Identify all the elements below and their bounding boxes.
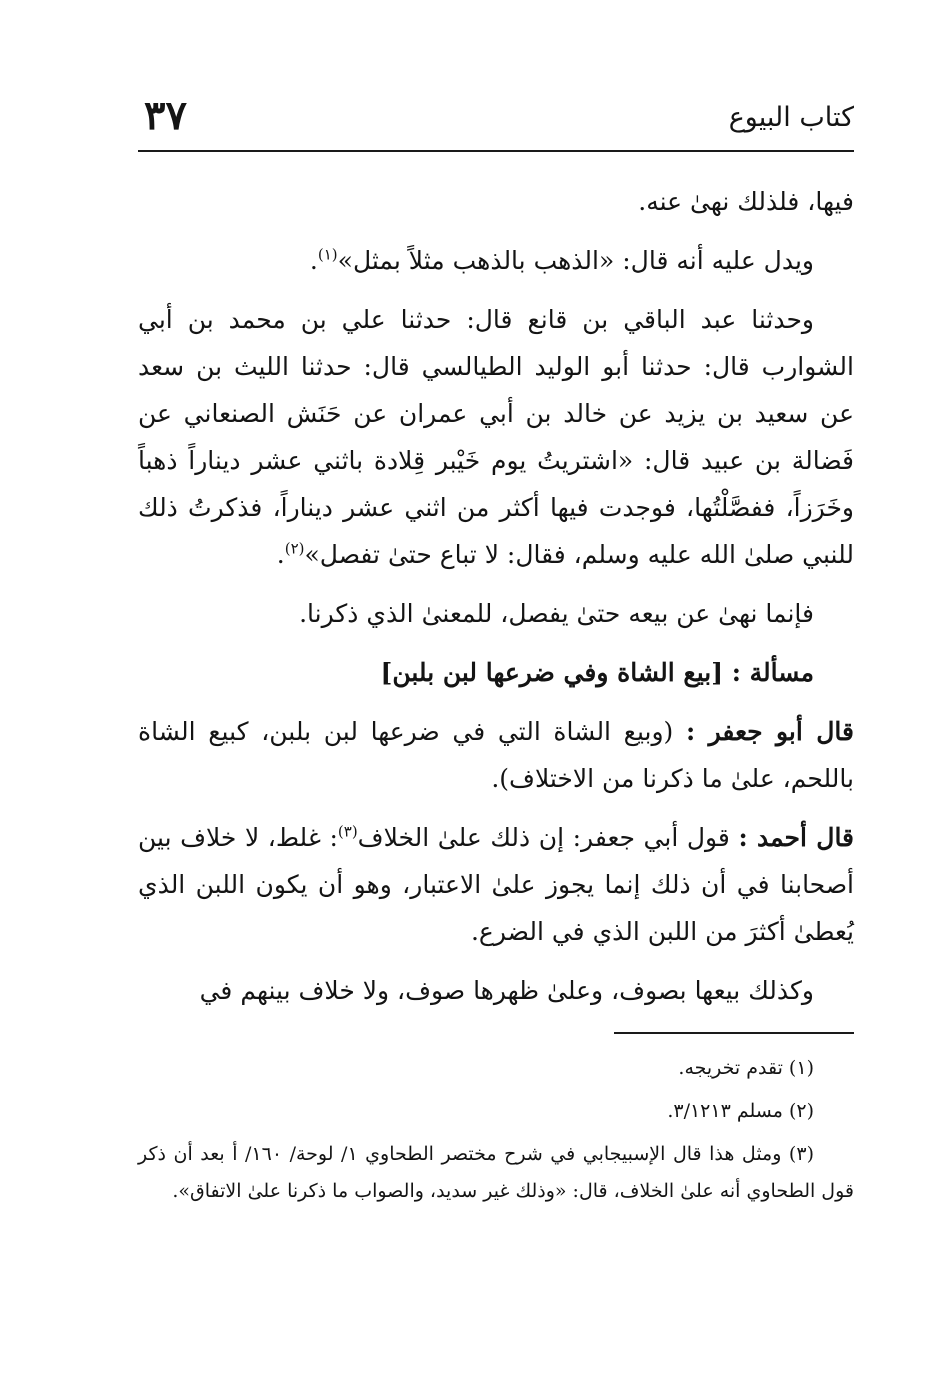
- paragraph: [138, 296, 854, 578]
- paragraph: فإنما نهىٰ عن بيعه حتىٰ يفصل، للمعنىٰ الذي ذكرنا.: [299, 599, 814, 628]
- paragraph: [138, 814, 854, 955]
- footnote: (٢) مسلم ٣/١٢١٣.: [667, 1100, 814, 1122]
- punctuation: .: [309, 246, 318, 275]
- paragraph-text: (وبيع الشاة التي في ضرعها لبن بلبن، كبيع الشاة باللحم، علىٰ ما ذكرنا من الاختلاف).: [138, 717, 854, 793]
- paragraph: [138, 237, 854, 284]
- paragraph: [138, 708, 854, 802]
- footnote: (٣) ومثل هذا قال الإسبيجابي في شرح مختصر الطحاوي ١/ لوحة/ ١٦٠/ أ بعد أن ذكر قول الطحاوي أنه علىٰ الخلاف، قال: «وذلك غير سديد، والصواب ما ذكرنا علىٰ الاتفاق».: [138, 1143, 854, 1202]
- book-page: [138, 90, 854, 1216]
- section-heading: مسألة : [بيع الشاة وفي ضرعها لبن بلبن]: [380, 658, 814, 687]
- paragraph: وكذلك بيعها بصوف، وعلىٰ ظهرها صوف، ولا خلاف بينهم في: [199, 976, 814, 1005]
- footnotes: [138, 1050, 854, 1210]
- footnote-divider: [614, 1032, 854, 1034]
- page-number: ٣٧: [144, 92, 187, 139]
- footnote-reference: (٣): [337, 822, 358, 841]
- paragraph-text: قول أبي جعفر: إن ذلك علىٰ الخلاف: [357, 823, 739, 852]
- paragraph-text: ويدل عليه أنه قال: «الذهب بالذهب مثلاً بمثل»: [337, 246, 814, 275]
- paragraph: فيها، فلذلك نهىٰ عنه.: [638, 187, 854, 216]
- paragraph-text: : غلط، لا خلاف بين أصحابنا في أن ذلك إنما يجوز علىٰ الاعتبار، وهو أن يكون اللبن الذي يُعطىٰ أكثرَ من اللبن الذي في الضرع.: [138, 823, 854, 946]
- speaker-label: قال أحمد :: [738, 823, 855, 852]
- running-title: كتاب البيوع: [728, 102, 854, 133]
- footnote-reference: (١): [317, 245, 338, 264]
- main-text: [138, 178, 854, 1014]
- punctuation: .: [276, 540, 285, 569]
- footnote: (١) تقدم تخريجه.: [678, 1057, 814, 1079]
- footnote-reference: (٢): [284, 539, 305, 558]
- speaker-label: قال أبو جعفر :: [685, 717, 854, 746]
- page-header: [138, 90, 854, 152]
- paragraph-text: وحدثنا عبد الباقي بن قانع قال: حدثنا علي بن محمد بن أبي الشوارب قال: حدثنا أبو الوليد الطيالسي قال: حدثنا الليث بن سعد عن سعيد بن يزيد عن خالد بن أبي عمران عن حَنَش الصنعاني عن فَضالة بن عبيد قال: «اشتريتُ يوم خَيْبر قِلادة باثني عشر ديناراً ذهباً وخَرَزاً، ففصَّلْتُها، فوجدت فيها أكثر من اثني عشر ديناراً، فذكرتُ ذلك للنبي صلىٰ الله عليه وسلم، فقال: لا تباع حتىٰ تفصل»: [138, 305, 854, 569]
